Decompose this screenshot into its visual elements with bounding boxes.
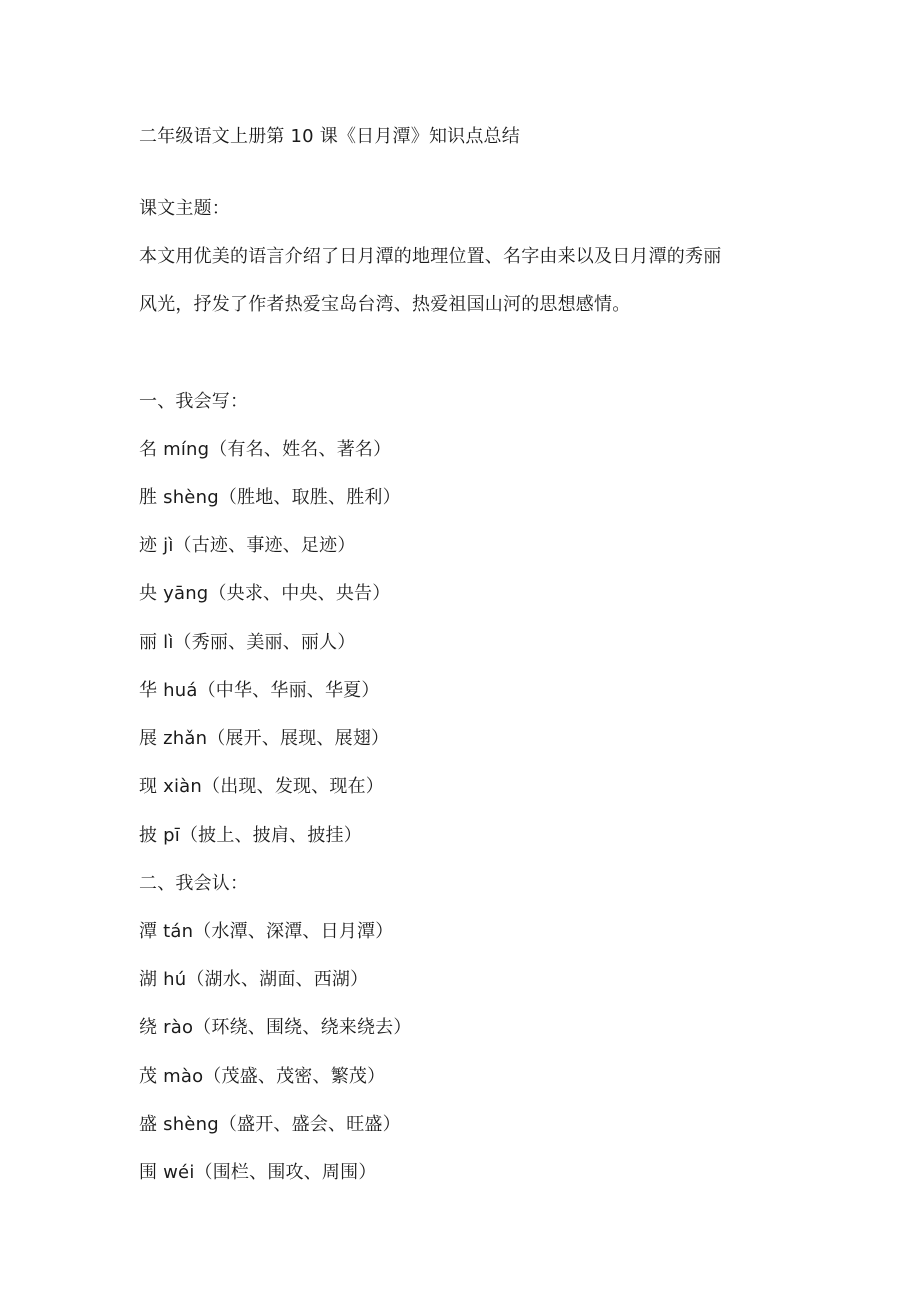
write-item: 现 xiàn（出现、发现、现在） <box>139 776 385 797</box>
document-title: 二年级语文上册第 10 课《日月潭》知识点总结 <box>139 126 520 147</box>
write-item: 披 pī（披上、披肩、披挂） <box>139 825 362 846</box>
read-section-heading: 二、我会认： <box>139 873 249 894</box>
write-item: 华 huá（中华、华丽、华夏） <box>139 680 380 701</box>
read-item: 潭 tán（水潭、深潭、日月潭） <box>139 921 394 942</box>
theme-heading: 课文主题： <box>139 198 230 219</box>
write-item: 丽 lì（秀丽、美丽、丽人） <box>139 632 356 653</box>
write-item: 展 zhǎn（展开、展现、展翅） <box>139 728 390 749</box>
write-item: 胜 shèng（胜地、取胜、胜利） <box>139 487 401 508</box>
write-section-heading: 一、我会写： <box>139 391 249 412</box>
write-item: 名 míng（有名、姓名、著名） <box>139 439 392 460</box>
read-item: 围 wéi（围栏、围攻、周围） <box>139 1162 377 1183</box>
read-item: 茂 mào（茂盛、茂密、繁茂） <box>139 1066 386 1087</box>
theme-paragraph-line: 本文用优美的语言介绍了日月潭的地理位置、名字由来以及日月潭的秀丽 <box>139 246 722 267</box>
theme-paragraph-line: 风光，抒发了作者热爱宝岛台湾、热爱祖国山河的思想感情。 <box>139 294 631 315</box>
read-item: 盛 shèng（盛开、盛会、旺盛） <box>139 1114 401 1135</box>
read-item: 湖 hú（湖水、湖面、西湖） <box>139 969 369 990</box>
write-item: 迹 jì（古迹、事迹、足迹） <box>139 535 356 556</box>
write-item: 央 yāng（央求、中央、央告） <box>139 583 391 604</box>
read-item: 绕 rào（环绕、围绕、绕来绕去） <box>139 1017 412 1038</box>
